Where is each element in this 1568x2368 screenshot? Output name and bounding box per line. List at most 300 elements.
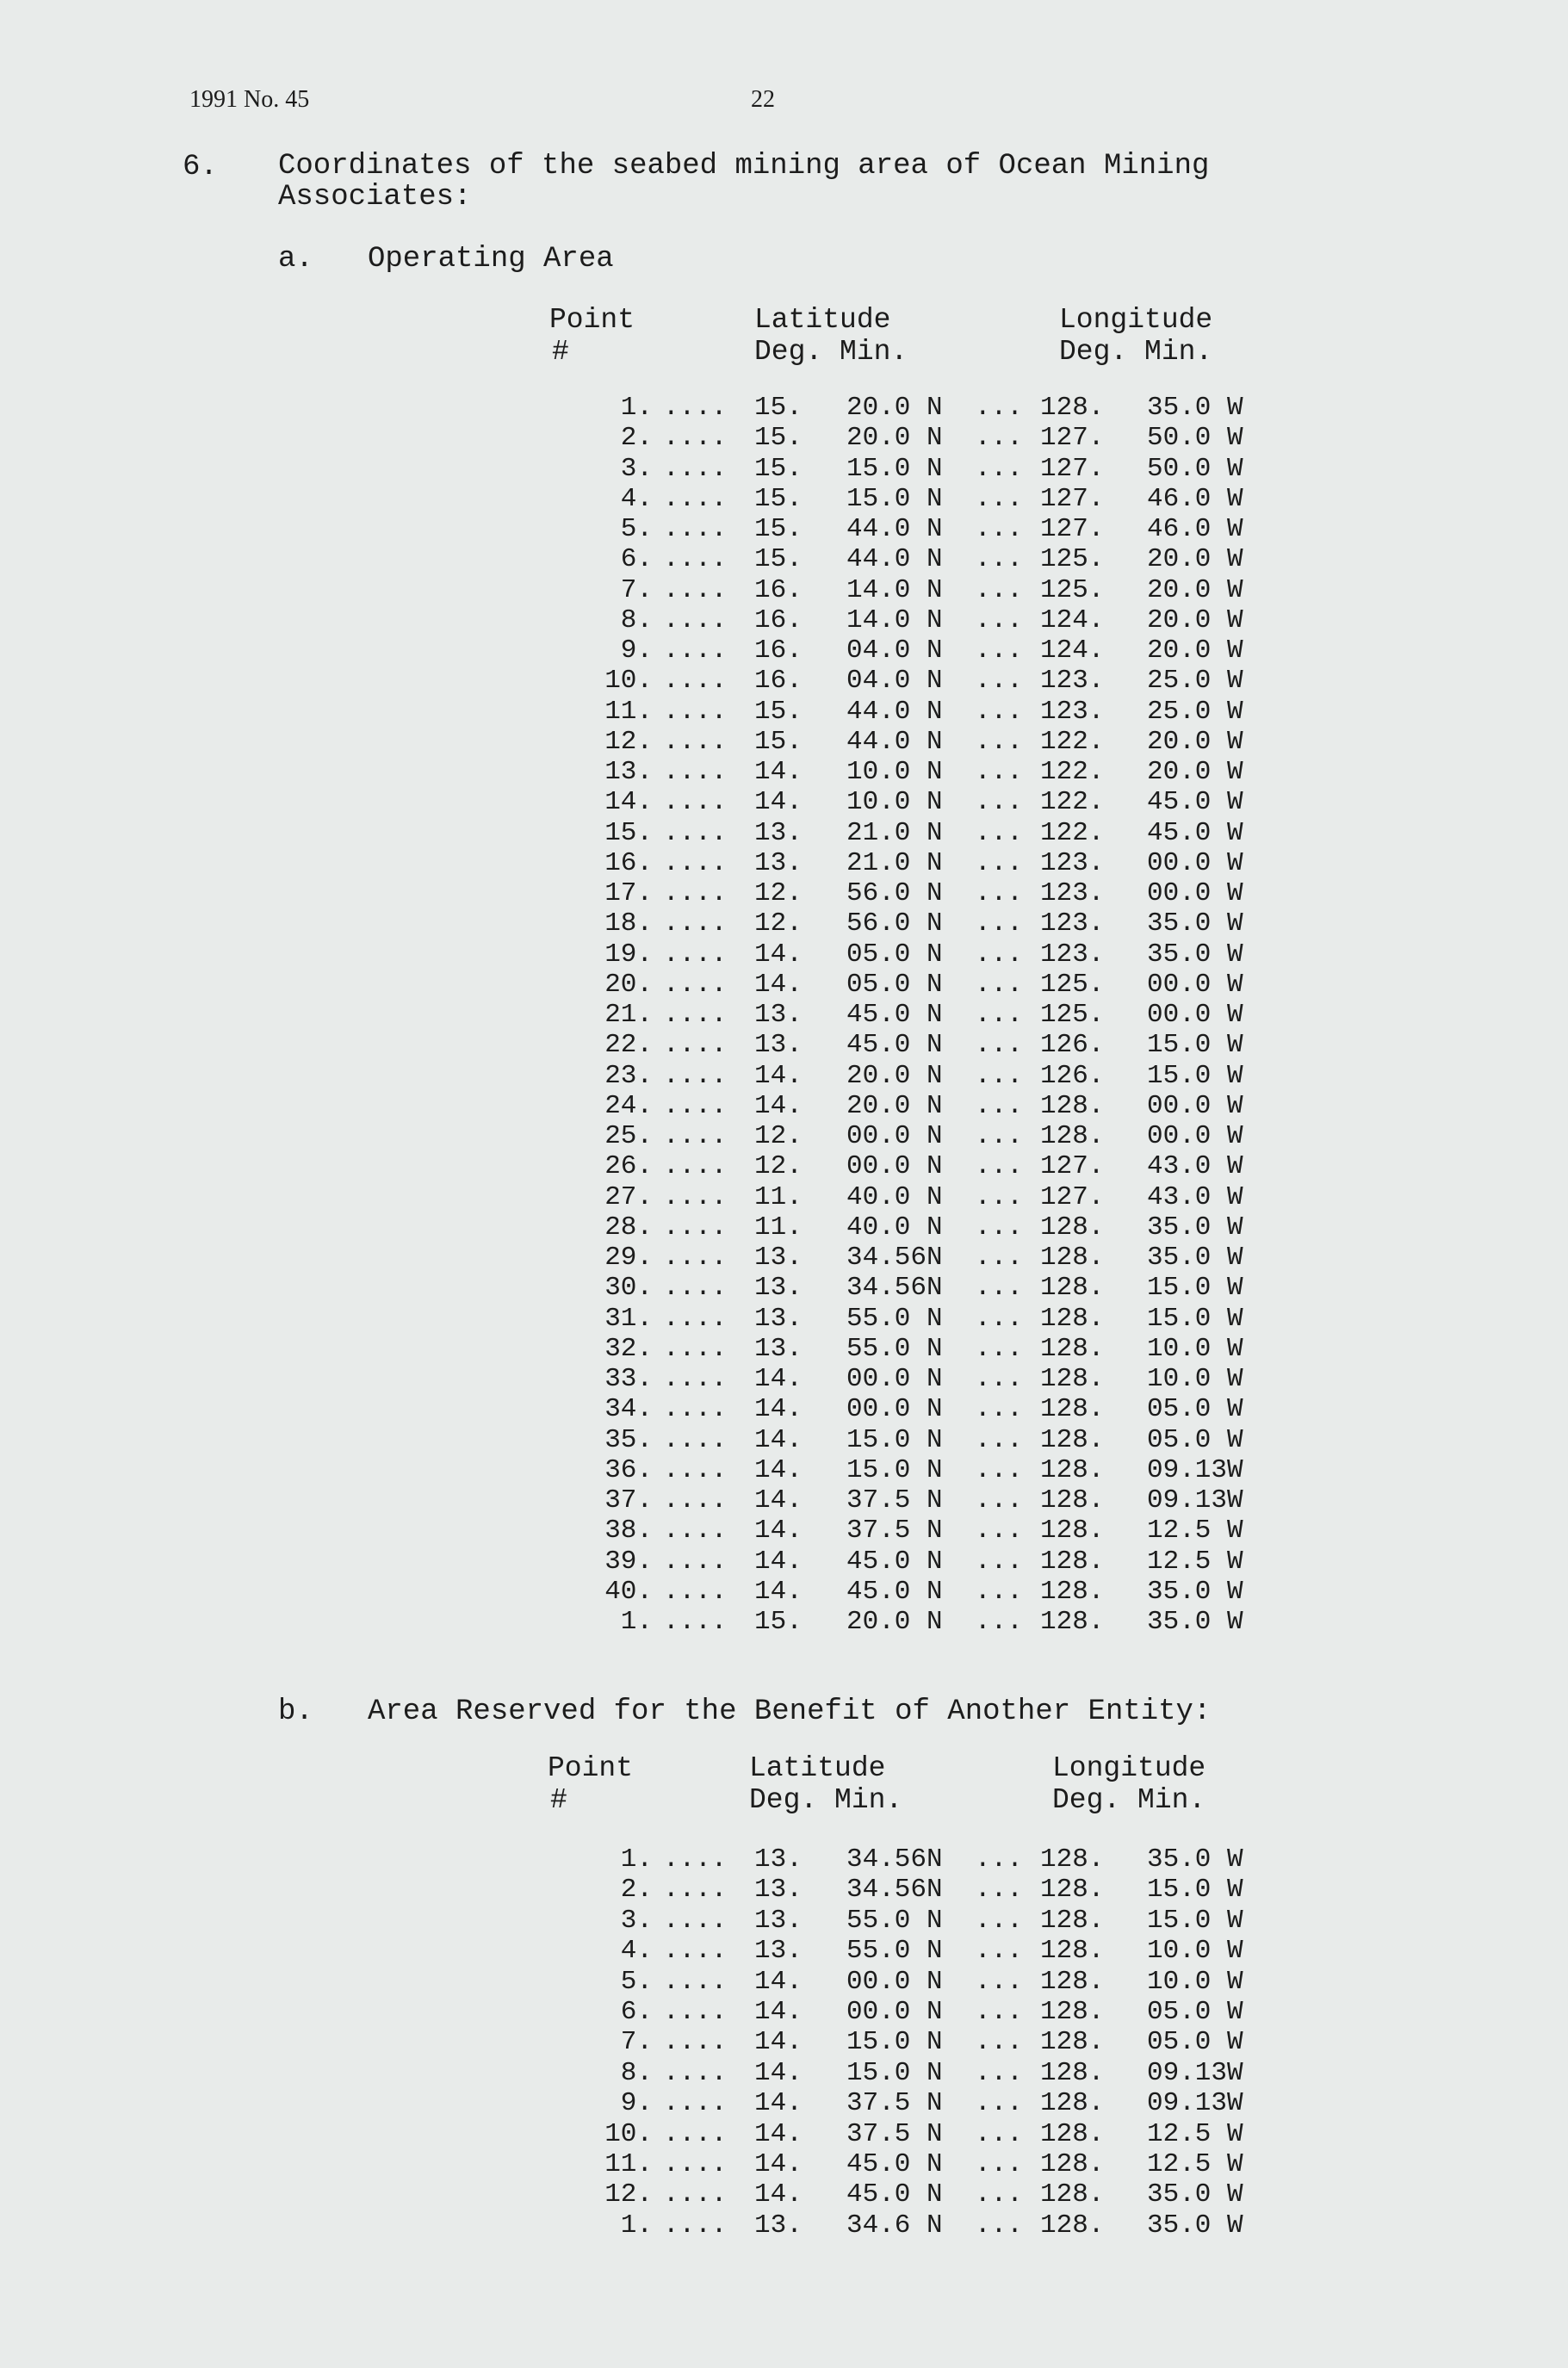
latitude-minutes: 55.0 N bbox=[846, 1936, 943, 1967]
longitude-degrees: 128. bbox=[1040, 1273, 1105, 1304]
longitude-degrees: 128. bbox=[1040, 1121, 1105, 1151]
leader-dots: .... bbox=[663, 2088, 728, 2119]
latitude-minutes: 55.0 N bbox=[846, 1303, 943, 1334]
leader-dots: ... bbox=[975, 1333, 1023, 1364]
longitude-degrees: 128. bbox=[1040, 1394, 1105, 1425]
point-number: 10. bbox=[604, 2118, 653, 2149]
part-b-col-longitude: Longitude bbox=[1052, 1752, 1206, 1784]
longitude-minutes: 00.0 W bbox=[1147, 1000, 1243, 1030]
latitude-minutes: 45.0 N bbox=[846, 1000, 943, 1030]
leader-dots: .... bbox=[663, 1000, 728, 1030]
leader-dots: .... bbox=[663, 1364, 728, 1394]
latitude-degrees: 14. bbox=[754, 2088, 803, 2119]
leader-dots: .... bbox=[663, 969, 728, 1000]
leader-dots: .... bbox=[663, 1905, 728, 1936]
latitude-degrees: 13. bbox=[754, 1844, 803, 1875]
longitude-degrees: 128. bbox=[1040, 1576, 1105, 1607]
latitude-degrees: 16. bbox=[754, 604, 803, 635]
leader-dots: .... bbox=[663, 1516, 728, 1547]
latitude-minutes: 15.0 N bbox=[846, 1424, 943, 1455]
latitude-degrees: 14. bbox=[754, 1364, 803, 1394]
longitude-degrees: 128. bbox=[1040, 2057, 1105, 2088]
part-a-col-point-sub: # bbox=[552, 336, 569, 368]
latitude-minutes: 20.0 N bbox=[846, 1090, 943, 1121]
latitude-degrees: 14. bbox=[754, 1997, 803, 2027]
longitude-minutes: 15.0 W bbox=[1147, 1030, 1243, 1061]
leader-dots: .... bbox=[663, 908, 728, 939]
latitude-degrees: 14. bbox=[754, 1966, 803, 1997]
longitude-degrees: 128. bbox=[1040, 1546, 1105, 1577]
leader-dots: .... bbox=[663, 483, 728, 514]
latitude-minutes: 04.0 N bbox=[846, 635, 943, 666]
latitude-degrees: 13. bbox=[754, 1333, 803, 1364]
point-number: 27. bbox=[604, 1181, 653, 1212]
longitude-minutes: 25.0 W bbox=[1147, 666, 1243, 697]
latitude-degrees: 14. bbox=[754, 1394, 803, 1425]
latitude-minutes: 44.0 N bbox=[846, 514, 943, 544]
leader-dots: ... bbox=[975, 1875, 1023, 1906]
longitude-minutes: 46.0 W bbox=[1147, 514, 1243, 544]
leader-dots: .... bbox=[663, 696, 728, 727]
leader-dots: .... bbox=[663, 514, 728, 544]
leader-dots: .... bbox=[663, 1844, 728, 1875]
part-a-col-latitude: Latitude bbox=[754, 304, 891, 336]
longitude-minutes: 15.0 W bbox=[1147, 1875, 1243, 1906]
part-a-col-point: Point bbox=[549, 304, 635, 336]
longitude-degrees: 123. bbox=[1040, 939, 1105, 970]
point-number: 11. bbox=[604, 696, 653, 727]
longitude-minutes: 15.0 W bbox=[1147, 1060, 1243, 1091]
latitude-minutes: 04.0 N bbox=[846, 666, 943, 697]
section-title-line-2: Associates: bbox=[278, 181, 472, 214]
latitude-degrees: 16. bbox=[754, 666, 803, 697]
latitude-minutes: 20.0 N bbox=[846, 1060, 943, 1091]
leader-dots: .... bbox=[663, 1151, 728, 1182]
point-number: 9. bbox=[620, 2088, 653, 2119]
latitude-minutes: 00.0 N bbox=[846, 1151, 943, 1182]
longitude-degrees: 128. bbox=[1040, 1333, 1105, 1364]
latitude-degrees: 11. bbox=[754, 1181, 803, 1212]
part-a-col-longitude-sub: Deg. Min. bbox=[1059, 336, 1213, 368]
longitude-degrees: 125. bbox=[1040, 574, 1105, 605]
longitude-minutes: 35.0 W bbox=[1147, 1212, 1243, 1243]
leader-dots: .... bbox=[663, 1875, 728, 1906]
point-number: 17. bbox=[604, 878, 653, 908]
leader-dots: .... bbox=[663, 1121, 728, 1151]
latitude-minutes: 00.0 N bbox=[846, 1121, 943, 1151]
longitude-degrees: 128. bbox=[1040, 1875, 1105, 1906]
longitude-degrees: 128. bbox=[1040, 1966, 1105, 1997]
leader-dots: .... bbox=[663, 2179, 728, 2210]
leader-dots: ... bbox=[975, 574, 1023, 605]
latitude-minutes: 55.0 N bbox=[846, 1905, 943, 1936]
longitude-minutes: 00.0 W bbox=[1147, 878, 1243, 908]
leader-dots: .... bbox=[663, 635, 728, 666]
part-a-letter: a. bbox=[278, 243, 313, 276]
instrument-number: 1991 No. 45 bbox=[189, 86, 310, 113]
longitude-degrees: 125. bbox=[1040, 1000, 1105, 1030]
latitude-minutes: 34.6 N bbox=[846, 2210, 943, 2241]
longitude-minutes: 10.0 W bbox=[1147, 1966, 1243, 1997]
point-number: 18. bbox=[604, 908, 653, 939]
leader-dots: .... bbox=[663, 1273, 728, 1304]
longitude-minutes: 35.0 W bbox=[1147, 908, 1243, 939]
longitude-degrees: 122. bbox=[1040, 817, 1105, 848]
latitude-degrees: 12. bbox=[754, 878, 803, 908]
latitude-degrees: 13. bbox=[754, 2210, 803, 2241]
leader-dots: .... bbox=[663, 1997, 728, 2027]
latitude-degrees: 14. bbox=[754, 1516, 803, 1547]
leader-dots: ... bbox=[975, 847, 1023, 878]
latitude-degrees: 14. bbox=[754, 1546, 803, 1577]
leader-dots: .... bbox=[663, 1607, 728, 1637]
longitude-minutes: 45.0 W bbox=[1147, 787, 1243, 818]
leader-dots: .... bbox=[663, 574, 728, 605]
latitude-degrees: 14. bbox=[754, 1454, 803, 1485]
part-a-col-latitude-sub: Deg. Min. bbox=[754, 336, 908, 368]
leader-dots: ... bbox=[975, 2057, 1023, 2088]
longitude-degrees: 124. bbox=[1040, 635, 1105, 666]
leader-dots: ... bbox=[975, 1181, 1023, 1212]
longitude-degrees: 128. bbox=[1040, 2118, 1105, 2149]
leader-dots: ... bbox=[975, 908, 1023, 939]
leader-dots: .... bbox=[663, 939, 728, 970]
point-number: 19. bbox=[604, 939, 653, 970]
part-b-title: Area Reserved for the Benefit of Another Entity: bbox=[368, 1695, 1212, 1728]
point-number: 23. bbox=[604, 1060, 653, 1091]
longitude-degrees: 123. bbox=[1040, 908, 1105, 939]
leader-dots: .... bbox=[663, 1454, 728, 1485]
longitude-degrees: 128. bbox=[1040, 1844, 1105, 1875]
leader-dots: .... bbox=[663, 2210, 728, 2241]
point-number: 11. bbox=[604, 2149, 653, 2179]
point-number: 16. bbox=[604, 847, 653, 878]
latitude-degrees: 13. bbox=[754, 1030, 803, 1061]
leader-dots: .... bbox=[663, 1424, 728, 1455]
latitude-minutes: 00.0 N bbox=[846, 1394, 943, 1425]
leader-dots: ... bbox=[975, 1516, 1023, 1547]
longitude-degrees: 128. bbox=[1040, 393, 1105, 423]
leader-dots: ... bbox=[975, 1121, 1023, 1151]
latitude-minutes: 05.0 N bbox=[846, 969, 943, 1000]
point-number: 9. bbox=[620, 635, 653, 666]
leader-dots: ... bbox=[975, 483, 1023, 514]
leader-dots: ... bbox=[975, 878, 1023, 908]
leader-dots: .... bbox=[663, 878, 728, 908]
latitude-minutes: 55.0 N bbox=[846, 1333, 943, 1364]
longitude-degrees: 126. bbox=[1040, 1060, 1105, 1091]
leader-dots: .... bbox=[663, 2149, 728, 2179]
longitude-degrees: 128. bbox=[1040, 1905, 1105, 1936]
longitude-degrees: 127. bbox=[1040, 453, 1105, 484]
latitude-minutes: 34.56N bbox=[846, 1273, 943, 1304]
longitude-minutes: 35.0 W bbox=[1147, 1844, 1243, 1875]
longitude-degrees: 128. bbox=[1040, 1364, 1105, 1394]
point-number: 37. bbox=[604, 1485, 653, 1516]
leader-dots: .... bbox=[663, 1090, 728, 1121]
point-number: 24. bbox=[604, 1090, 653, 1121]
latitude-minutes: 37.5 N bbox=[846, 1516, 943, 1547]
latitude-degrees: 15. bbox=[754, 453, 803, 484]
latitude-minutes: 20.0 N bbox=[846, 1607, 943, 1637]
part-b-col-latitude-sub: Deg. Min. bbox=[749, 1784, 903, 1816]
longitude-degrees: 128. bbox=[1040, 1997, 1105, 2027]
longitude-degrees: 123. bbox=[1040, 666, 1105, 697]
longitude-degrees: 128. bbox=[1040, 1516, 1105, 1547]
latitude-minutes: 15.0 N bbox=[846, 1454, 943, 1485]
longitude-degrees: 125. bbox=[1040, 969, 1105, 1000]
latitude-degrees: 13. bbox=[754, 1243, 803, 1273]
leader-dots: .... bbox=[663, 1212, 728, 1243]
longitude-degrees: 128. bbox=[1040, 1424, 1105, 1455]
leader-dots: ... bbox=[975, 1000, 1023, 1030]
leader-dots: ... bbox=[975, 2027, 1023, 2058]
longitude-minutes: 25.0 W bbox=[1147, 696, 1243, 727]
longitude-minutes: 10.0 W bbox=[1147, 1333, 1243, 1364]
point-number: 2. bbox=[620, 1875, 653, 1906]
longitude-minutes: 20.0 W bbox=[1147, 635, 1243, 666]
longitude-degrees: 128. bbox=[1040, 2027, 1105, 2058]
latitude-degrees: 13. bbox=[754, 1905, 803, 1936]
latitude-minutes: 15.0 N bbox=[846, 2057, 943, 2088]
point-number: 26. bbox=[604, 1151, 653, 1182]
longitude-degrees: 127. bbox=[1040, 483, 1105, 514]
leader-dots: .... bbox=[663, 1936, 728, 1967]
latitude-minutes: 45.0 N bbox=[846, 2149, 943, 2179]
part-b-col-longitude-sub: Deg. Min. bbox=[1052, 1784, 1206, 1816]
leader-dots: ... bbox=[975, 2088, 1023, 2119]
longitude-degrees: 128. bbox=[1040, 1454, 1105, 1485]
latitude-degrees: 13. bbox=[754, 817, 803, 848]
point-number: 7. bbox=[620, 574, 653, 605]
leader-dots: .... bbox=[663, 666, 728, 697]
point-number: 25. bbox=[604, 1121, 653, 1151]
longitude-minutes: 20.0 W bbox=[1147, 726, 1243, 757]
longitude-minutes: 09.13W bbox=[1147, 2057, 1243, 2088]
longitude-degrees: 122. bbox=[1040, 787, 1105, 818]
longitude-minutes: 35.0 W bbox=[1147, 1576, 1243, 1607]
latitude-minutes: 21.0 N bbox=[846, 847, 943, 878]
latitude-minutes: 40.0 N bbox=[846, 1181, 943, 1212]
latitude-degrees: 13. bbox=[754, 847, 803, 878]
latitude-minutes: 21.0 N bbox=[846, 817, 943, 848]
leader-dots: ... bbox=[975, 1485, 1023, 1516]
leader-dots: ... bbox=[975, 423, 1023, 454]
latitude-degrees: 14. bbox=[754, 1090, 803, 1121]
leader-dots: ... bbox=[975, 2179, 1023, 2210]
longitude-degrees: 123. bbox=[1040, 878, 1105, 908]
latitude-minutes: 15.0 N bbox=[846, 453, 943, 484]
leader-dots: .... bbox=[663, 2027, 728, 2058]
point-number: 21. bbox=[604, 1000, 653, 1030]
leader-dots: ... bbox=[975, 1394, 1023, 1425]
point-number: 12. bbox=[604, 726, 653, 757]
latitude-degrees: 14. bbox=[754, 1060, 803, 1091]
leader-dots: ... bbox=[975, 2149, 1023, 2179]
latitude-minutes: 37.5 N bbox=[846, 2088, 943, 2119]
longitude-minutes: 15.0 W bbox=[1147, 1905, 1243, 1936]
longitude-minutes: 09.13W bbox=[1147, 1454, 1243, 1485]
longitude-minutes: 35.0 W bbox=[1147, 1243, 1243, 1273]
leader-dots: ... bbox=[975, 969, 1023, 1000]
longitude-degrees: 127. bbox=[1040, 423, 1105, 454]
longitude-degrees: 128. bbox=[1040, 1936, 1105, 1967]
leader-dots: .... bbox=[663, 393, 728, 423]
leader-dots: ... bbox=[975, 696, 1023, 727]
latitude-degrees: 14. bbox=[754, 1576, 803, 1607]
leader-dots: ... bbox=[975, 1273, 1023, 1304]
leader-dots: .... bbox=[663, 1546, 728, 1577]
point-number: 6. bbox=[620, 544, 653, 575]
longitude-minutes: 10.0 W bbox=[1147, 1936, 1243, 1967]
point-number: 8. bbox=[620, 604, 653, 635]
latitude-minutes: 45.0 N bbox=[846, 1546, 943, 1577]
latitude-degrees: 15. bbox=[754, 544, 803, 575]
point-number: 13. bbox=[604, 757, 653, 787]
latitude-minutes: 45.0 N bbox=[846, 1030, 943, 1061]
point-number: 8. bbox=[620, 2057, 653, 2088]
leader-dots: ... bbox=[975, 1844, 1023, 1875]
leader-dots: ... bbox=[975, 1303, 1023, 1334]
longitude-minutes: 20.0 W bbox=[1147, 757, 1243, 787]
longitude-degrees: 128. bbox=[1040, 1212, 1105, 1243]
longitude-minutes: 12.5 W bbox=[1147, 2118, 1243, 2149]
leader-dots: ... bbox=[975, 453, 1023, 484]
leader-dots: ... bbox=[975, 787, 1023, 818]
leader-dots: .... bbox=[663, 1394, 728, 1425]
latitude-degrees: 12. bbox=[754, 1121, 803, 1151]
longitude-minutes: 12.5 W bbox=[1147, 2149, 1243, 2179]
point-number: 14. bbox=[604, 787, 653, 818]
longitude-minutes: 00.0 W bbox=[1147, 1121, 1243, 1151]
longitude-degrees: 126. bbox=[1040, 1030, 1105, 1061]
section-number: 6. bbox=[183, 151, 218, 183]
latitude-minutes: 44.0 N bbox=[846, 726, 943, 757]
longitude-degrees: 127. bbox=[1040, 1181, 1105, 1212]
latitude-minutes: 15.0 N bbox=[846, 2027, 943, 2058]
leader-dots: ... bbox=[975, 1090, 1023, 1121]
latitude-degrees: 16. bbox=[754, 574, 803, 605]
point-number: 31. bbox=[604, 1303, 653, 1334]
section-title-line-1: Coordinates of the seabed mining area of Ocean Mining bbox=[278, 150, 1210, 183]
longitude-minutes: 45.0 W bbox=[1147, 817, 1243, 848]
point-number: 40. bbox=[604, 1576, 653, 1607]
point-number: 22. bbox=[604, 1030, 653, 1061]
point-number: 5. bbox=[620, 1966, 653, 1997]
latitude-minutes: 34.56N bbox=[846, 1243, 943, 1273]
leader-dots: .... bbox=[663, 1333, 728, 1364]
longitude-degrees: 128. bbox=[1040, 1303, 1105, 1334]
longitude-minutes: 10.0 W bbox=[1147, 1364, 1243, 1394]
leader-dots: ... bbox=[975, 1243, 1023, 1273]
latitude-minutes: 05.0 N bbox=[846, 939, 943, 970]
point-number: 4. bbox=[620, 483, 653, 514]
leader-dots: .... bbox=[663, 1485, 728, 1516]
leader-dots: ... bbox=[975, 757, 1023, 787]
leader-dots: ... bbox=[975, 666, 1023, 697]
leader-dots: .... bbox=[663, 423, 728, 454]
longitude-degrees: 122. bbox=[1040, 757, 1105, 787]
longitude-minutes: 00.0 W bbox=[1147, 1090, 1243, 1121]
latitude-degrees: 14. bbox=[754, 2179, 803, 2210]
leader-dots: ... bbox=[975, 1151, 1023, 1182]
longitude-minutes: 05.0 W bbox=[1147, 1424, 1243, 1455]
point-number: 12. bbox=[604, 2179, 653, 2210]
leader-dots: ... bbox=[975, 1364, 1023, 1394]
latitude-degrees: 14. bbox=[754, 1485, 803, 1516]
latitude-minutes: 37.5 N bbox=[846, 2118, 943, 2149]
longitude-minutes: 15.0 W bbox=[1147, 1273, 1243, 1304]
point-number: 6. bbox=[620, 1997, 653, 2027]
latitude-degrees: 13. bbox=[754, 1000, 803, 1030]
leader-dots: ... bbox=[975, 939, 1023, 970]
longitude-minutes: 12.5 W bbox=[1147, 1546, 1243, 1577]
longitude-degrees: 128. bbox=[1040, 1607, 1105, 1637]
latitude-degrees: 14. bbox=[754, 2149, 803, 2179]
part-b-col-latitude: Latitude bbox=[749, 1752, 886, 1784]
longitude-minutes: 00.0 W bbox=[1147, 847, 1243, 878]
longitude-degrees: 124. bbox=[1040, 604, 1105, 635]
longitude-minutes: 35.0 W bbox=[1147, 1607, 1243, 1637]
leader-dots: .... bbox=[663, 817, 728, 848]
leader-dots: ... bbox=[975, 1454, 1023, 1485]
latitude-degrees: 13. bbox=[754, 1303, 803, 1334]
latitude-minutes: 34.56N bbox=[846, 1844, 943, 1875]
leader-dots: .... bbox=[663, 787, 728, 818]
longitude-degrees: 128. bbox=[1040, 2088, 1105, 2119]
point-number: 28. bbox=[604, 1212, 653, 1243]
longitude-minutes: 15.0 W bbox=[1147, 1303, 1243, 1334]
latitude-minutes: 20.0 N bbox=[846, 393, 943, 423]
longitude-minutes: 35.0 W bbox=[1147, 2179, 1243, 2210]
latitude-degrees: 14. bbox=[754, 1424, 803, 1455]
latitude-minutes: 10.0 N bbox=[846, 757, 943, 787]
longitude-minutes: 50.0 W bbox=[1147, 453, 1243, 484]
longitude-degrees: 128. bbox=[1040, 1090, 1105, 1121]
latitude-minutes: 14.0 N bbox=[846, 574, 943, 605]
leader-dots: .... bbox=[663, 1576, 728, 1607]
latitude-degrees: 16. bbox=[754, 635, 803, 666]
leader-dots: ... bbox=[975, 1966, 1023, 1997]
point-number: 10. bbox=[604, 666, 653, 697]
longitude-minutes: 05.0 W bbox=[1147, 1394, 1243, 1425]
latitude-degrees: 14. bbox=[754, 939, 803, 970]
point-number: 15. bbox=[604, 817, 653, 848]
latitude-minutes: 44.0 N bbox=[846, 544, 943, 575]
latitude-degrees: 12. bbox=[754, 1151, 803, 1182]
leader-dots: ... bbox=[975, 1905, 1023, 1936]
latitude-minutes: 00.0 N bbox=[846, 1997, 943, 2027]
latitude-degrees: 15. bbox=[754, 726, 803, 757]
latitude-degrees: 13. bbox=[754, 1273, 803, 1304]
longitude-minutes: 20.0 W bbox=[1147, 604, 1243, 635]
longitude-minutes: 05.0 W bbox=[1147, 2027, 1243, 2058]
longitude-degrees: 128. bbox=[1040, 1243, 1105, 1273]
part-b-letter: b. bbox=[278, 1695, 313, 1728]
leader-dots: .... bbox=[663, 2118, 728, 2149]
page-number: 22 bbox=[751, 86, 775, 113]
longitude-degrees: 122. bbox=[1040, 726, 1105, 757]
leader-dots: ... bbox=[975, 1576, 1023, 1607]
latitude-degrees: 14. bbox=[754, 2057, 803, 2088]
leader-dots: .... bbox=[663, 453, 728, 484]
point-number: 35. bbox=[604, 1424, 653, 1455]
point-number: 30. bbox=[604, 1273, 653, 1304]
point-number: 29. bbox=[604, 1243, 653, 1273]
leader-dots: ... bbox=[975, 1212, 1023, 1243]
leader-dots: .... bbox=[663, 604, 728, 635]
leader-dots: .... bbox=[663, 544, 728, 575]
